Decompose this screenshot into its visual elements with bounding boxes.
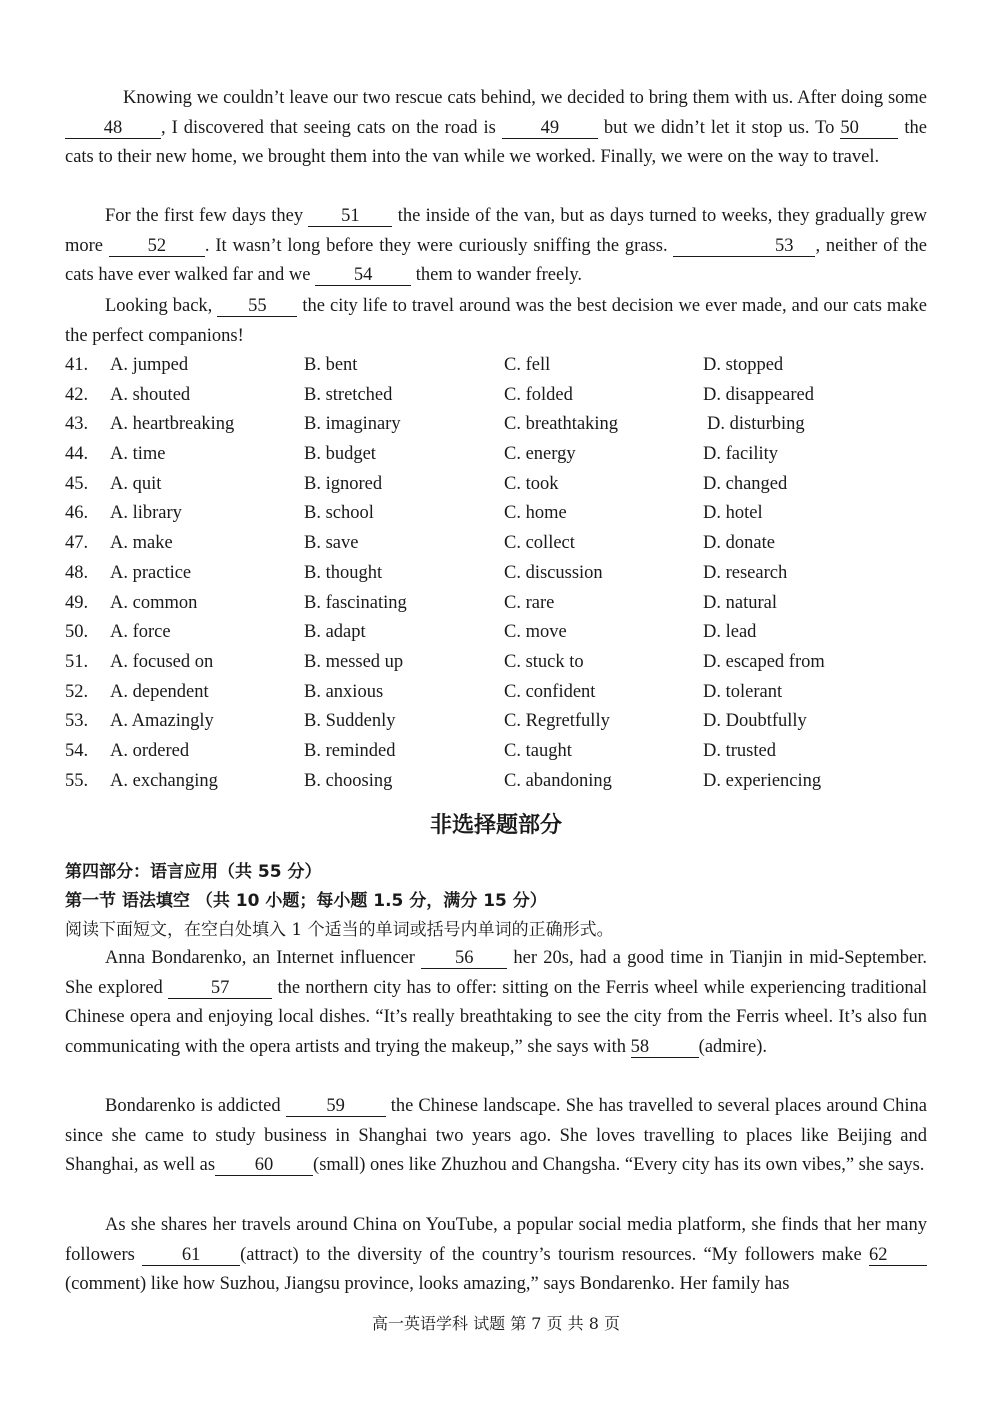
option-c: C. fell	[504, 355, 551, 375]
option-d: D. disappeared	[703, 384, 814, 405]
question-number: 54.	[65, 740, 89, 761]
instruction: 阅读下面短文，在空白处填入 1 个适当的单词或括号内单词的正确形式。	[65, 920, 614, 940]
option-row	[65, 470, 927, 500]
text: the Chinese landscape. She has travelled to several places around China since she came to study business in Shanghai two years ago. She loves travelling to places like Beijing and Shanghai, as well as	[65, 1096, 927, 1176]
option-b: B. choosing	[304, 770, 393, 791]
blank-62: 62	[869, 1245, 927, 1266]
option-c: C. confident	[504, 681, 596, 702]
text: (small) ones like Zhuzhou and Changsha. “Every city has its own vibes,” she says.	[313, 1155, 925, 1176]
option-a: A. time	[110, 444, 166, 465]
option-c: C. energy	[504, 444, 576, 465]
option-b: B. adapt	[304, 622, 366, 643]
option-c: C. taught	[504, 740, 572, 761]
option-a: A. jumped	[110, 355, 189, 375]
option-d: D. stopped	[703, 355, 784, 375]
question-number: 43.	[65, 414, 89, 435]
option-a: A. quit	[110, 473, 162, 494]
question-number: 47.	[65, 533, 89, 554]
blank-60: 60	[215, 1155, 313, 1176]
blank-56: 56	[421, 948, 507, 969]
option-d: D. disturbing	[707, 414, 805, 435]
question-number: 48.	[65, 562, 89, 583]
option-a: A. dependent	[110, 681, 209, 702]
option-d: D. research	[703, 562, 788, 583]
text: her 20s, had a good time in Tianjin in mid-September. She explored	[65, 948, 927, 998]
option-row	[65, 737, 927, 767]
option-row	[65, 381, 927, 411]
option-b: B. messed up	[304, 651, 404, 672]
option-b: B. reminded	[304, 740, 396, 761]
option-d: D. escaped from	[703, 651, 825, 672]
option-d: D. facility	[703, 444, 779, 465]
option-row	[65, 648, 927, 678]
option-a: A. force	[110, 622, 171, 643]
option-row	[65, 618, 927, 648]
question-number: 55.	[65, 770, 89, 791]
text: Knowing we couldn’t leave our two rescue cats behind, we decided to bring them with us. After doing some	[123, 88, 927, 108]
option-b: B. school	[304, 503, 374, 524]
option-b: B. anxious	[304, 681, 384, 702]
text: (comment) like how Suzhou, Jiangsu province, looks amazing,” says Bondarenko. Her family has	[65, 1274, 790, 1295]
question-number: 50.	[65, 622, 89, 643]
blank-58: 58	[631, 1037, 699, 1058]
option-b: B. fascinating	[304, 592, 407, 613]
text: For the first few days they	[105, 206, 309, 226]
text: (admire).	[698, 1036, 767, 1057]
option-b: B. ignored	[304, 473, 383, 494]
option-c: C. discussion	[504, 562, 603, 583]
cloze-paragraph-1	[65, 84, 927, 173]
option-a: A. Amazingly	[110, 711, 214, 732]
blank-57: 57	[168, 978, 272, 999]
option-b: B. Suddenly	[304, 711, 396, 732]
question-number: 53.	[65, 711, 89, 732]
cloze-paragraph-2	[65, 202, 927, 291]
option-b: B. save	[304, 533, 359, 554]
option-row	[65, 678, 927, 708]
option-row	[65, 410, 927, 440]
blank-54: 54	[315, 265, 411, 286]
blank-48: 48	[65, 118, 161, 139]
option-a: A. ordered	[110, 740, 190, 761]
option-a: A. practice	[110, 562, 192, 583]
text: Bondarenko is addicted	[105, 1096, 286, 1116]
text: As she shares her travels around China on YouTube, a popular social media platform, she finds that her many followers	[65, 1215, 927, 1265]
option-row	[65, 707, 927, 737]
option-a: A. shouted	[110, 384, 191, 405]
part4-heading: 第四部分：语言应用（共 55 分）	[65, 862, 322, 882]
blank-51: 51	[308, 206, 392, 227]
question-number: 42.	[65, 384, 89, 405]
option-row	[65, 559, 927, 589]
text: , I discovered that seeing cats on the road is	[161, 117, 502, 138]
grammar-paragraph-2	[65, 1092, 927, 1181]
option-d: D. experiencing	[703, 770, 822, 791]
option-c: C. abandoning	[504, 770, 612, 791]
text: the inside of the van, but as days turned to weeks, they gradually grew more	[65, 206, 927, 256]
question-number: 46.	[65, 503, 89, 524]
option-c: C. home	[504, 503, 567, 524]
blank-55: 55	[217, 296, 297, 317]
grammar-paragraph-1	[65, 944, 927, 1062]
option-a: A. common	[110, 592, 198, 613]
option-d: D. hotel	[703, 503, 763, 524]
option-d: D. tolerant	[703, 681, 783, 702]
text: the cats to their new home, we brought them into the van while we worked. Finally, we were on the way to travel.	[65, 117, 927, 168]
option-b: B. budget	[304, 444, 376, 465]
option-c: C. breathtaking	[504, 414, 619, 435]
option-c: C. took	[504, 473, 559, 494]
question-number: 44.	[65, 444, 89, 465]
text: , neither of the cats have ever walked far and we	[65, 235, 928, 286]
text: but we didn’t let it stop us. To	[597, 117, 841, 138]
blank-59: 59	[286, 1096, 386, 1117]
text: Looking back,	[105, 296, 218, 316]
option-c: C. stuck to	[504, 651, 584, 672]
option-d: D. lead	[703, 622, 757, 643]
blank-50: 50	[840, 118, 898, 139]
option-a: A. exchanging	[110, 770, 218, 791]
blank-61: 61	[142, 1245, 240, 1266]
text: (attract) to the diversity of the country’s tourism resources. “My followers make	[240, 1244, 870, 1265]
option-row	[65, 499, 927, 529]
page-footer: 高一英语学科 试题 第 7 页 共 8 页	[372, 1314, 620, 1333]
options-list	[65, 351, 927, 796]
cloze-paragraph-3	[65, 292, 927, 351]
option-a: A. heartbreaking	[110, 414, 235, 435]
question-number: 45.	[65, 473, 89, 494]
option-c: C. collect	[504, 533, 575, 554]
option-d: D. trusted	[703, 740, 776, 761]
option-d: D. changed	[703, 473, 788, 494]
option-b: B. stretched	[304, 384, 393, 405]
option-d: D. natural	[703, 592, 777, 613]
text: them to wander freely.	[411, 265, 583, 286]
option-b: B. imaginary	[304, 414, 401, 435]
option-c: C. Regretfully	[504, 711, 610, 732]
option-c: C. move	[504, 622, 567, 643]
option-c: C. folded	[504, 384, 573, 405]
text: . It wasn’t long before they were curiously sniffing the grass.	[204, 235, 674, 256]
option-c: C. rare	[504, 592, 555, 613]
grammar-paragraph-3	[65, 1211, 927, 1300]
section1-heading: 第一节 语法填空 （共 10 小题；每小题 1.5 分，满分 15 分）	[65, 891, 547, 911]
question-number: 51.	[65, 651, 89, 672]
question-number: 52.	[65, 681, 89, 702]
option-a: A. focused on	[110, 651, 214, 672]
text: the northern city has to offer: sitting on the Ferris wheel while experiencing traditional Chinese opera and enjoying local dishes. “It’s really breathtaking to see the city from the Ferris wheel. It’s also fun communicating with the opera artists and trying the makeup,” she says with	[65, 977, 927, 1057]
question-number: 41.	[65, 355, 89, 375]
option-a: A. make	[110, 533, 173, 554]
option-d: D. Doubtfully	[703, 711, 807, 732]
option-b: B. thought	[304, 562, 383, 583]
option-row	[65, 589, 927, 619]
option-row	[65, 767, 927, 797]
section-title: 非选择题部分	[429, 813, 562, 838]
text: the city life to travel around was the best decision we ever made, and our cats make the perfect companions!	[65, 296, 927, 346]
option-a: A. library	[110, 503, 182, 524]
text: Anna Bondarenko, an Internet influencer	[105, 948, 422, 968]
question-number: 49.	[65, 592, 89, 613]
option-row	[65, 351, 927, 381]
option-d: D. donate	[703, 533, 775, 554]
blank-49: 49	[502, 118, 598, 139]
blank-52: 52	[109, 236, 205, 257]
option-b: B. bent	[304, 355, 358, 375]
option-row	[65, 440, 927, 470]
option-row	[65, 529, 927, 559]
blank-53: 53	[673, 236, 815, 257]
